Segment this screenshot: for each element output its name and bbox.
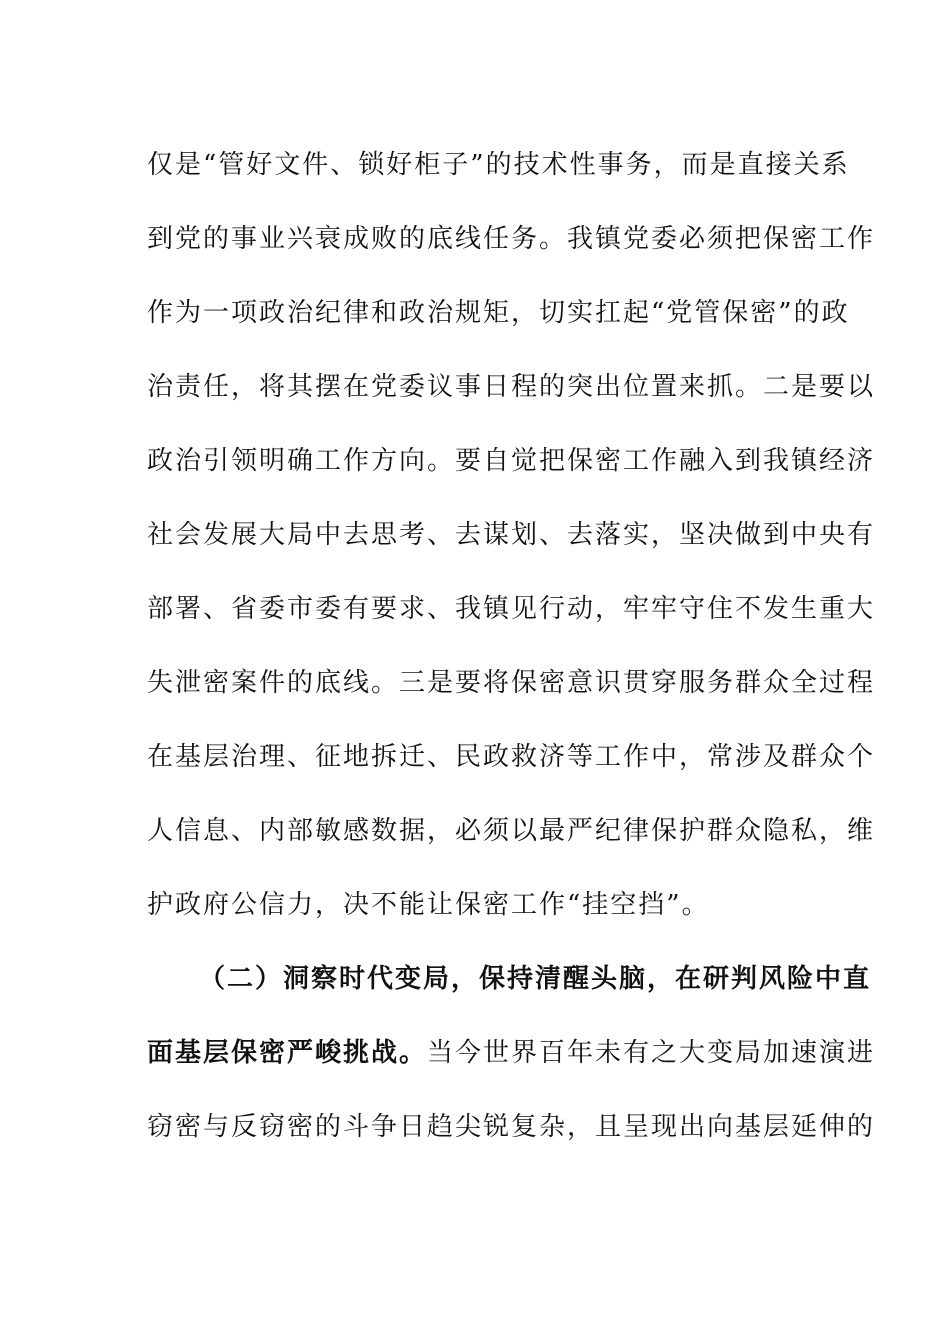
document-body (147, 128, 876, 1164)
paragraph-line-8: 失泄密案件的底线。三是要将保密意识贯穿服务群众全过程 (147, 668, 876, 698)
paragraph-line-6: 社会发展大局中去思考、去谋划、去落实，坚决做到中央有 (147, 520, 876, 550)
paragraph-line-2: 到党的事业兴衰成败的底线任务。我镇党委必须把保密工作 (147, 224, 876, 254)
paragraph-line-5: 政治引领明确工作方向。要自觉把保密工作融入到我镇经济 (147, 446, 876, 476)
section-line-2 (147, 1016, 876, 1090)
paragraph-line-3: 作为一项政治纪律和政治规矩，切实扛起“党管保密”的政 (147, 298, 850, 328)
paragraph-line-4: 治责任，将其摆在党委议事日程的突出位置来抓。二是要以 (147, 372, 876, 402)
section-heading: （二）洞察时代变局，保持清醒头脑，在研判风险中直 (199, 964, 872, 994)
section-line-3: 窃密与反窃密的斗争日趋尖锐复杂，且呈现出向基层延伸的 (147, 1112, 876, 1142)
section-line-2-text: 当今世界百年未有之大变局加速演进 (427, 1038, 876, 1068)
section-heading-continuation: 面基层保密严峻挑战。 (147, 1038, 428, 1068)
paragraph-line-10: 人信息、内部敏感数据，必须以最严纪律保护群众隐私，维 (147, 816, 876, 846)
paragraph-line-9: 在基层治理、征地拆迁、民政救济等工作中，常涉及群众个 (147, 742, 876, 772)
paragraph-line-1: 仅是“管好文件、锁好柜子”的技术性事务，而是直接关系 (147, 150, 850, 180)
paragraph-line-11: 护政府公信力，决不能让保密工作“挂空挡”。 (147, 890, 710, 920)
paragraph-line-7: 部署、省委市委有要求、我镇见行动，牢牢守住不发生重大 (147, 594, 876, 624)
